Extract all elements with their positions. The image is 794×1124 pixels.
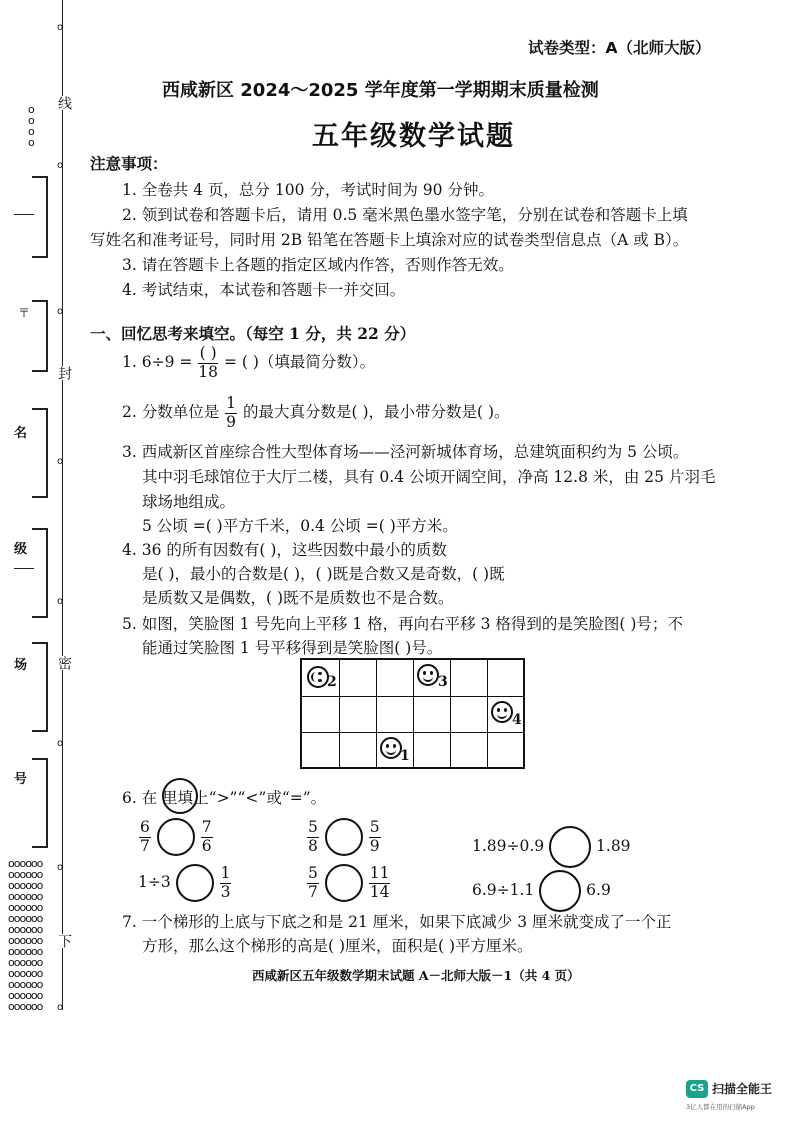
gutter-circle: o	[57, 160, 64, 171]
note-item: 4. 考试结束，本试卷和答题卡一并交回。	[122, 281, 406, 299]
note-item: 2. 领到试卷和答题卡后，请用 0.5 毫米黑色墨水签字笔，分别在试卷和答题卡上填	[122, 206, 688, 224]
q1-fraction	[198, 346, 218, 380]
answer-circle[interactable]	[539, 870, 581, 912]
question-6-intro: 6. 在 里填上“>”“<”或“=”。	[122, 789, 327, 807]
fraction-denominator: 8	[308, 836, 318, 855]
fraction-denominator: 18	[198, 362, 219, 381]
gutter-line	[62, 0, 63, 1010]
compare-left: 6.9÷1.1	[472, 881, 535, 899]
answer-circle[interactable]	[162, 778, 198, 814]
fraction-numerator: ( )	[199, 344, 217, 362]
grid-line	[487, 660, 488, 767]
gutter-rule	[14, 214, 34, 215]
answer-circle[interactable]	[325, 864, 363, 902]
note-item: 写姓名和准考证号，同时用 2B 铅笔在答题卡上填涂对应的试卷类型信息点（A 或 B）。	[90, 231, 689, 249]
scanner-tagline: 3亿人都在用的扫描App	[686, 1103, 755, 1111]
smiley-grid	[300, 658, 525, 769]
compare-left: 1.89÷0.9	[472, 837, 545, 855]
smiley-face-icon	[417, 664, 439, 686]
fraction-numerator: 1	[226, 394, 237, 412]
fraction-numerator: 5	[369, 818, 380, 836]
note-item: 1. 全卷共 4 页，总分 100 分，考试时间为 90 分钟。	[122, 181, 494, 199]
gutter-label-feng: 封	[56, 366, 72, 380]
question-4-line: 是质数又是偶数，( )既不是质数也不是合数。	[142, 589, 454, 607]
q1-suffix: = ( )（填最简分数）。	[223, 353, 376, 371]
note-item: 3. 请在答题卡上各题的指定区域内作答，否则作答无效。	[122, 256, 514, 274]
gutter-mark: 〒	[18, 306, 31, 320]
fraction-numerator: 7	[201, 818, 212, 836]
fraction-numerator: 6	[140, 818, 150, 836]
compare-item	[306, 818, 382, 856]
grid-line	[450, 660, 451, 767]
page-title: 五年级数学试题	[312, 121, 515, 152]
compare-item	[138, 818, 214, 856]
smiley-label: 2	[327, 674, 337, 690]
grid-line	[302, 732, 523, 733]
page-footer: 西咸新区五年级数学期末试题 A－北师大版－1（共 4 页）	[252, 968, 580, 983]
scanner-logo-icon: CS	[686, 1080, 708, 1098]
gutter-box-school	[32, 176, 48, 258]
question-3-line: 3. 西咸新区首座综合性大型体育场——泾河新城体育场，总建筑面积约为 5 公顷。	[122, 443, 689, 461]
fraction-denominator: 3	[220, 882, 231, 901]
question-1	[122, 346, 375, 380]
answer-circle[interactable]	[157, 818, 195, 856]
exam-type-label: 试卷类型：A（北师大版）	[528, 39, 711, 57]
smiley-label: 3	[438, 674, 448, 690]
grid-line	[376, 660, 377, 767]
q2-suffix: 的最大真分数是( )，最小带分数是( )。	[242, 403, 510, 421]
question-5-line: 5. 如图，笑脸图 1 号先向上平移 1 格，再向右平移 3 格得到的是笑脸图( )号；不	[122, 615, 683, 633]
question-3-line: 球场地组成。	[142, 493, 236, 511]
fraction-denominator: 7	[140, 836, 150, 855]
gutter-box-class	[32, 300, 48, 372]
answer-circle[interactable]	[325, 818, 363, 856]
question-2	[122, 396, 510, 430]
answer-circle[interactable]	[176, 864, 214, 902]
gutter-label-number: 号	[14, 772, 28, 787]
fraction-numerator: 5	[308, 818, 318, 836]
fraction-denominator: 9	[369, 836, 380, 855]
question-4-line: 是( )，最小的合数是( )，( )既是合数又是奇数，( )既	[142, 565, 505, 583]
gutter-circle: o	[57, 456, 64, 467]
scanner-brand: 扫描全能王	[712, 1082, 773, 1096]
section-heading: 一、回忆思考来填空。（每空 1 分，共 22 分）	[90, 324, 416, 343]
fraction-numerator: 11	[369, 864, 390, 882]
smiley-face-icon	[491, 701, 513, 723]
fraction-numerator: 5	[308, 864, 318, 882]
gutter-box-grade	[32, 528, 48, 618]
question-5-line: 能通过笑脸图 1 号平移得到是笑脸图( )号。	[142, 639, 443, 657]
fraction-denominator: 7	[308, 882, 318, 901]
gutter-label-xian: 线	[56, 96, 72, 110]
header-line: 西咸新区 2024～2025 学年度第一学期期末质量检测	[162, 80, 599, 101]
gutter-label-mi: 密	[56, 656, 72, 670]
gutter-circle: o	[57, 596, 64, 607]
question-3-line: 其中羽毛球馆位于大厅二楼，具有 0.4 公顷开阔空间，净高 12.8 米，由 25 片羽毛	[142, 468, 716, 486]
gutter-circle: o	[57, 306, 64, 317]
gutter-circle: o	[57, 738, 64, 749]
gutter-label-name: 名	[14, 426, 28, 441]
smiley-face-icon	[307, 666, 329, 688]
compare-item	[472, 870, 611, 912]
fraction-denominator: 14	[369, 882, 390, 901]
question-7-line: 7. 一个梯形的上底与下底之和是 21 厘米，如果下底减少 3 厘米就变成了一个正	[122, 913, 672, 931]
question-3-line: 5 公顷 =( )平方千米，0.4 公顷 =( )平方米。	[142, 517, 458, 535]
gutter-circle: o	[57, 862, 64, 873]
smiley-label: 4	[512, 712, 522, 728]
compare-right: 6.9	[586, 881, 611, 899]
notes-title: 注意事项：	[90, 155, 168, 173]
q2-prefix: 2. 分数单位是	[122, 403, 220, 421]
grid-line	[302, 696, 523, 697]
gutter-box-room	[32, 642, 48, 732]
smiley-face-icon	[380, 737, 402, 759]
grid-line	[339, 660, 340, 767]
gutter-label-grade: 级	[14, 542, 28, 557]
compare-item	[472, 826, 631, 868]
compare-left: 1÷3	[138, 873, 171, 891]
q2-fraction	[225, 396, 237, 430]
gutter-box-name	[32, 408, 48, 498]
gutter-dots: oooooo oooooo oooooo oooooo oooooo oooooo oooooo oooooo oooooo oooooo oooooo oooooo oooooo oooooo	[8, 857, 43, 1013]
question-7-line: 方形，那么这个梯形的高是( )厘米，面积是( )平方厘米。	[142, 937, 533, 955]
gutter-box-number	[32, 758, 48, 848]
answer-circle[interactable]	[549, 826, 591, 868]
fraction-denominator: 6	[201, 836, 212, 855]
gutter-rule	[14, 568, 34, 569]
question-4-line: 4. 36 的所有因数有( )，这些因数中最小的质数	[122, 541, 447, 559]
compare-right: 1.89	[596, 837, 631, 855]
smiley-label: 1	[400, 748, 410, 764]
gutter-label-xia: 下	[56, 934, 72, 948]
gutter-label-room: 场	[14, 658, 28, 673]
gutter-circle: o	[57, 22, 64, 33]
gutter-dots: o o o o	[28, 103, 34, 149]
grid-line	[413, 660, 414, 767]
compare-item	[138, 864, 232, 902]
q1-prefix: 1. 6÷9 =	[122, 353, 193, 371]
fraction-numerator: 1	[220, 864, 231, 882]
fraction-denominator: 9	[226, 412, 237, 431]
compare-item	[306, 864, 391, 902]
gutter-circle: o	[57, 1002, 64, 1013]
